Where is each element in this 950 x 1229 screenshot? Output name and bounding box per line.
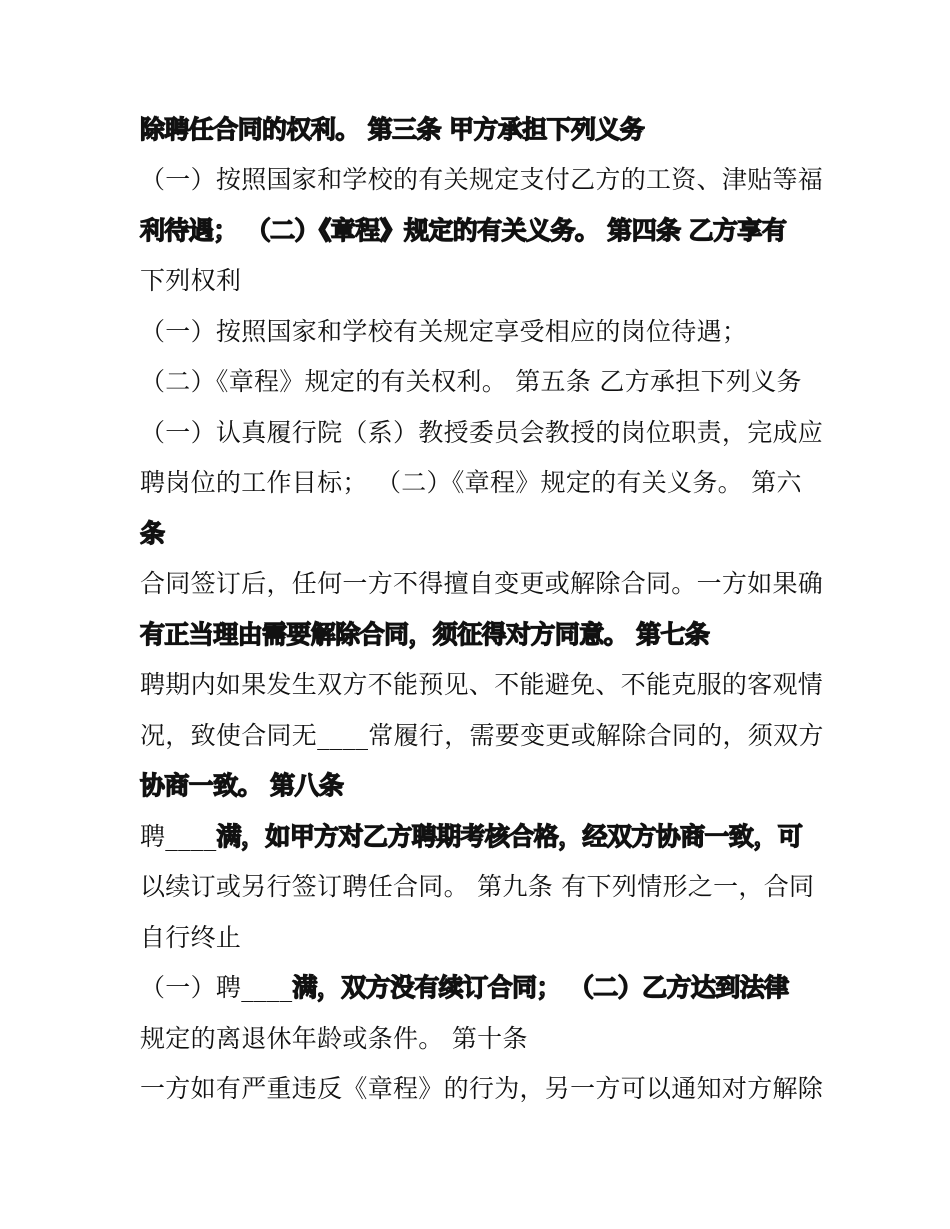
text-line xyxy=(140,114,644,146)
text-segment: 合同签订后，任何一方不得擅自变更或解除合同。一方如果确 xyxy=(140,569,824,598)
text-line xyxy=(140,871,814,903)
text-line xyxy=(140,164,823,196)
text-line xyxy=(140,215,786,247)
text-segment: 满，如甲方对乙方聘期考核合格，经双方协商一致，可 xyxy=(216,822,803,851)
text-segment: 满，双方没有续订合同； （二）乙方达到法律 xyxy=(292,973,789,1002)
text-segment: 有正当理由需要解除合同，须征得对方同意。 第七条 xyxy=(140,620,710,649)
text-segment: 规定的离退休年龄或条件。 第十条 xyxy=(140,1024,528,1053)
text-segment: 下列权利 xyxy=(140,266,242,295)
text-segment: 一方如有严重违反《章程》的行为，另一方可以通知对方解除 xyxy=(140,1074,824,1103)
text-segment: 自行终止 xyxy=(140,923,242,952)
text-line xyxy=(140,821,802,853)
text-segment: （一）聘____ xyxy=(140,973,293,1002)
text-segment: 聘期内如果发生双方不能预见、不能避免、不能克服的客观情 xyxy=(140,670,824,699)
text-line xyxy=(140,619,709,651)
text-line xyxy=(140,770,343,802)
text-segment: （一）认真履行院（系）教授委员会教授的岗位职责，完成应 xyxy=(140,418,824,447)
text-segment: 条 xyxy=(140,519,165,548)
text-line xyxy=(140,972,789,1004)
text-line xyxy=(140,1023,528,1055)
text-line xyxy=(140,669,823,701)
text-segment: 协商一致。 第八条 xyxy=(140,771,344,800)
text-segment: 聘____ xyxy=(140,822,217,851)
text-segment: （一）按照国家和学校有关规定享受相应的岗位待遇； xyxy=(140,317,748,346)
text-segment: 利待遇； （二）《章程》规定的有关义务。 第四条 乙方享有 xyxy=(140,216,787,245)
text-line xyxy=(140,316,747,348)
text-segment: 以续订或另行签订聘任合同。 第九条 有下列情形之一，合同 xyxy=(140,872,815,901)
text-line xyxy=(140,1073,823,1105)
text-line xyxy=(140,518,164,550)
text-segment: 聘岗位的工作目标； （二）《章程》规定的有关义务。 第六 xyxy=(140,468,802,497)
text-segment: （一）按照国家和学校的有关规定支付乙方的工资、津贴等福 xyxy=(140,165,824,194)
text-line xyxy=(140,922,241,954)
text-line xyxy=(140,265,241,297)
text-line xyxy=(140,366,802,398)
text-line xyxy=(140,568,823,600)
text-line xyxy=(140,417,823,449)
text-segment: 除聘任合同的权利。 第三条 甲方承担下列义务 xyxy=(140,115,645,144)
text-segment: 况，致使合同无____常履行，需要变更或解除合同的，须双方 xyxy=(140,721,824,750)
text-line xyxy=(140,467,802,499)
text-segment: （二）《章程》规定的有关权利。 第五条 乙方承担下列义务 xyxy=(140,367,802,396)
text-line xyxy=(140,720,824,752)
